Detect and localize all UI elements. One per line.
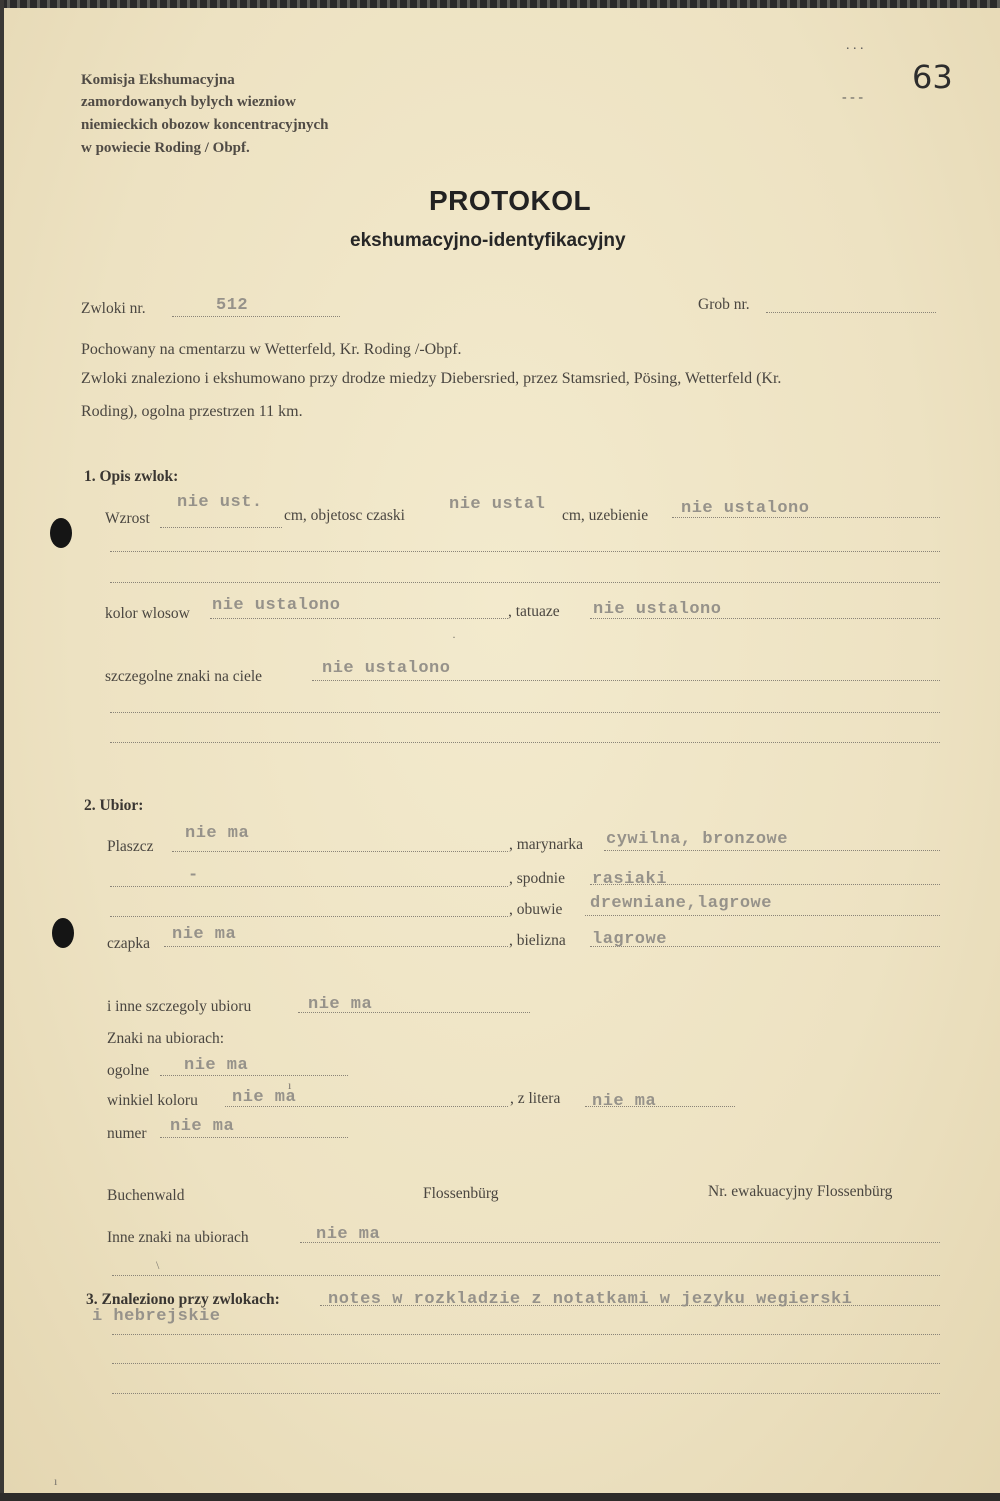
found-items-line-2: [112, 1334, 940, 1335]
section-clothing-heading: 2. Ubior:: [84, 797, 144, 814]
other-clothing-value: nie ma: [308, 995, 373, 1014]
other-clothing-marks-label: Inne znaki na ubiorach: [107, 1229, 249, 1246]
grave-number-line: [766, 312, 936, 313]
teeth-value: nie ustalono: [681, 499, 810, 518]
tattoo-label: , tatuaze: [508, 603, 560, 620]
other-clothing-marks-value: nie ma: [316, 1225, 381, 1244]
other-clothing-label: i inne szczegoly ubioru: [107, 998, 252, 1015]
skull-volume-value: nie ustal: [449, 495, 546, 514]
scan-edge-bottom: [0, 1493, 1000, 1501]
marks-extra-line-1: [110, 712, 940, 713]
paper-speck: ı: [54, 1474, 58, 1488]
height-value: nie ust.: [177, 493, 263, 512]
coat-label: Plaszcz: [107, 838, 154, 855]
hair-color-line: [210, 618, 508, 619]
triangle-color-value: nie ma: [232, 1088, 297, 1107]
clothing-extra-line: [110, 886, 508, 887]
burial-place: Pochowany na cmentarzu w Wetterfeld, Kr. Roding /-Obpf.: [81, 341, 462, 358]
cap-value: nie ma: [172, 925, 237, 944]
exhumation-place: Zwloki znaleziono i ekshumowano przy drodze miedzy Diebersried, przez Stamsried, Pösing, Wetterfeld (Kr.: [81, 370, 782, 387]
height-label: Wzrost: [105, 510, 150, 527]
letter-label: , z litera: [510, 1090, 561, 1107]
trousers-label: , spodnie: [509, 870, 565, 887]
cap-line: [164, 946, 508, 947]
header-commission: Komisja Ekshumacyjna: [81, 72, 235, 88]
shoes-left-line: [110, 916, 508, 917]
special-marks-value: nie ustalono: [322, 659, 451, 678]
scan-edge-top: [0, 0, 1000, 8]
general-marks-label: ogolne: [107, 1062, 150, 1079]
coat-value: nie ma: [185, 824, 250, 843]
tattoo-value: nie ustalono: [593, 600, 722, 619]
paper-speck: ·: [452, 630, 456, 644]
document-title: PROTOKOL: [429, 185, 592, 216]
cap-label: czapka: [107, 935, 151, 952]
paper-speck: ı: [288, 1078, 292, 1092]
found-items-line-4: [112, 1393, 940, 1394]
jacket-line: [604, 850, 940, 851]
shoes-line: [585, 915, 940, 916]
punch-hole-bottom: [52, 918, 74, 948]
section-body-description-heading: 1. Opis zwlok:: [84, 468, 179, 485]
skull-unit-teeth-label: cm, uzebienie: [562, 507, 649, 524]
clothing-marks-extra-line: [112, 1275, 940, 1276]
special-marks-line: [312, 680, 940, 681]
triangle-color-label: winkiel koloru: [107, 1092, 198, 1109]
body-number-label: Zwloki nr.: [81, 300, 146, 317]
coat-line: [172, 851, 508, 852]
body-number-value: 512: [216, 296, 249, 315]
height-unit-skull-label: cm, objetosc czaski: [284, 507, 405, 524]
body-extra-line-2: [110, 582, 940, 583]
number-value: nie ma: [170, 1117, 235, 1136]
evacuation-number-label: Nr. ewakuacyjny Flossenbürg: [708, 1183, 893, 1200]
shoes-label: , obuwie: [509, 901, 563, 918]
clothing-extra-value: -: [188, 866, 199, 885]
grave-number-label: Grob nr.: [698, 296, 750, 313]
page-number: 63: [912, 58, 953, 96]
document-subtitle: ekshumacyjno-identyfikacyjny: [350, 230, 626, 251]
exhumation-distance: Roding), ogolna przestrzen 11 km.: [81, 403, 303, 420]
found-items-value-2: i hebrejskie: [92, 1307, 221, 1326]
found-items-value-1: notes w rozkladzie z notatkami w jezyku wegierski: [328, 1290, 853, 1309]
clothing-marks-heading: Znaki na ubiorach:: [107, 1030, 225, 1047]
header-district: w powiecie Roding / Obpf.: [81, 140, 250, 156]
trousers-value: rasiaki: [592, 870, 667, 889]
paper-speck: \: [156, 1258, 160, 1272]
marks-extra-line-2: [110, 742, 940, 743]
body-extra-line-1: [110, 551, 940, 552]
header-camps: niemieckich obozow koncentracyjnych: [81, 117, 329, 133]
scan-edge-left: [0, 0, 4, 1501]
flossenburg-label: Flossenbürg: [423, 1185, 499, 1202]
other-clothing-marks-line: [300, 1242, 940, 1243]
corner-dashes: - - -: [842, 90, 863, 105]
corner-dots: . . .: [846, 38, 864, 53]
buchenwald-label: Buchenwald: [107, 1187, 185, 1204]
jacket-value: cywilna, bronzowe: [606, 830, 788, 849]
header-victims: zamordowanych bylych wiezniow: [81, 94, 296, 110]
punch-hole-top: [50, 518, 72, 548]
body-number-line: [172, 316, 340, 317]
number-label: numer: [107, 1125, 147, 1142]
hair-color-value: nie ustalono: [212, 596, 341, 615]
letter-value: nie ma: [592, 1092, 657, 1111]
underwear-label: , bielizna: [509, 932, 566, 949]
jacket-label: , marynarka: [509, 836, 584, 853]
general-marks-line: [160, 1075, 348, 1076]
found-items-line-3: [112, 1363, 940, 1364]
shoes-value: drewniane,lagrowe: [590, 894, 772, 913]
underwear-value: lagrowe: [592, 930, 667, 949]
height-line: [160, 527, 282, 528]
general-marks-value: nie ma: [184, 1056, 249, 1075]
section-found-items-heading: 3. Znaleziono przy zwlokach:: [86, 1291, 280, 1308]
special-marks-label: szczegolne znaki na ciele: [105, 668, 263, 685]
hair-color-label: kolor wlosow: [105, 605, 190, 622]
number-line: [160, 1137, 348, 1138]
